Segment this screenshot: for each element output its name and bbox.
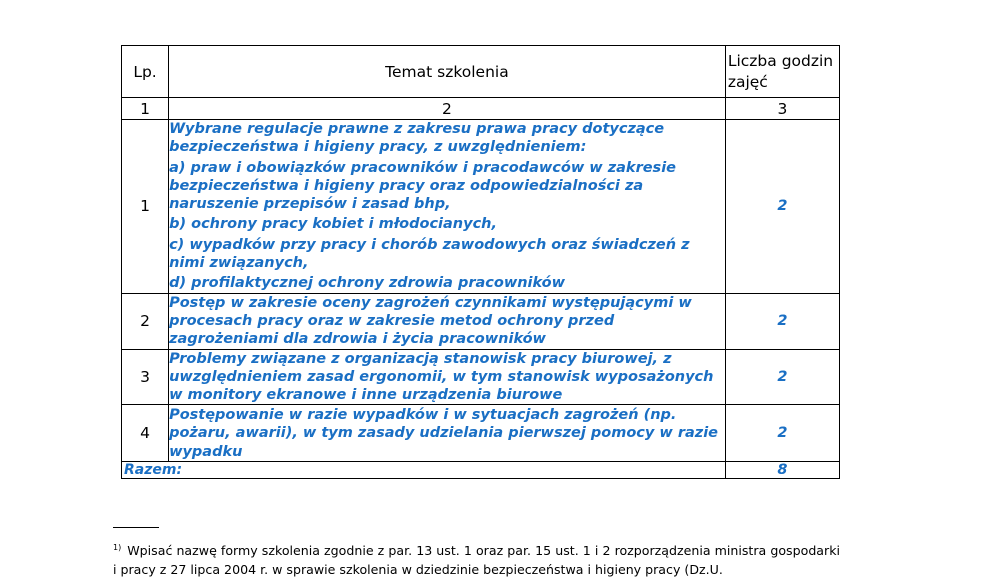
total-label: Razem: <box>122 462 726 479</box>
row-lp: 4 <box>122 405 169 462</box>
row-topic <box>169 120 726 294</box>
column-number-row <box>122 98 840 120</box>
footnote <box>113 538 840 579</box>
header-topic: Temat szkolenia <box>169 46 726 98</box>
row-lp: 1 <box>122 120 169 294</box>
row-lp: 2 <box>122 293 169 349</box>
row-hours: 2 <box>725 293 839 349</box>
column-number: 1 <box>122 98 169 120</box>
topic-paragraph: a) praw i obowiązków pracowników i pracodawców w zakresie bezpieczeństwa i higieny pracy oraz odpowiedzialności za naruszenie przepisów i zasad bhp, <box>169 159 676 213</box>
topic-paragraph: b) ochrony pracy kobiet i młodocianych, <box>169 216 498 233</box>
row-topic <box>169 405 726 462</box>
footnote-separator <box>113 527 159 528</box>
row-topic <box>169 293 726 349</box>
topic-paragraph: Problemy związane z organizacją stanowisk pracy biurowej, z uwzględnieniem zasad ergonomii, w tym stanowisk wyposażonych w monitory ekranowe i inne urządzenia biurowe <box>169 350 714 404</box>
table-row <box>122 405 840 462</box>
topic-paragraph: d) profilaktycznej ochrony zdrowia pracowników <box>169 275 566 292</box>
topic-paragraph: Postęp w zakresie oceny zagrożeń czynnikami występującymi w procesach pracy oraz w zakresie metod ochrony przed zagrożeniami dla zdrowia i życia pracowników <box>169 294 692 348</box>
row-topic <box>169 349 726 405</box>
table-row <box>122 349 840 405</box>
column-number: 3 <box>725 98 839 120</box>
column-number: 2 <box>169 98 726 120</box>
topic-paragraph: Wybrane regulacje prawne z zakresu prawa pracy dotyczące bezpieczeństwa i higieny pracy, z uwzględnieniem: <box>169 121 665 156</box>
table-row <box>122 293 840 349</box>
row-lp: 3 <box>122 349 169 405</box>
header-row <box>122 46 840 98</box>
row-hours: 2 <box>725 120 839 294</box>
footnote-marker: 1) <box>113 543 122 552</box>
header-lp: Lp. <box>122 46 169 98</box>
footnote-text: Wpisać nazwę formy szkolenia zgodnie z par. 13 ust. 1 oraz par. 15 ust. 1 i 2 rozporządzenia ministra gospodarki i pracy z 27 lipca 2004 r. w sprawie szkolenia w dziedzinie bezpieczeństwa i higieny pracy (Dz.U. <box>113 543 840 577</box>
training-program-table <box>121 45 840 479</box>
table-row <box>122 120 840 294</box>
topic-paragraph: Postępowanie w razie wypadków i w sytuacjach zagrożeń (np. pożaru, awarii), w tym zasady udzielania pierwszej pomocy w razie wypadku <box>169 407 719 460</box>
total-hours: 8 <box>725 462 839 479</box>
row-hours: 2 <box>725 349 839 405</box>
header-hours: Liczba godzin zajęć <box>725 46 839 98</box>
row-hours: 2 <box>725 405 839 462</box>
total-row <box>122 462 840 479</box>
topic-paragraph: c) wypadków przy pracy i chorób zawodowych oraz świadczeń z nimi związanych, <box>169 236 690 272</box>
